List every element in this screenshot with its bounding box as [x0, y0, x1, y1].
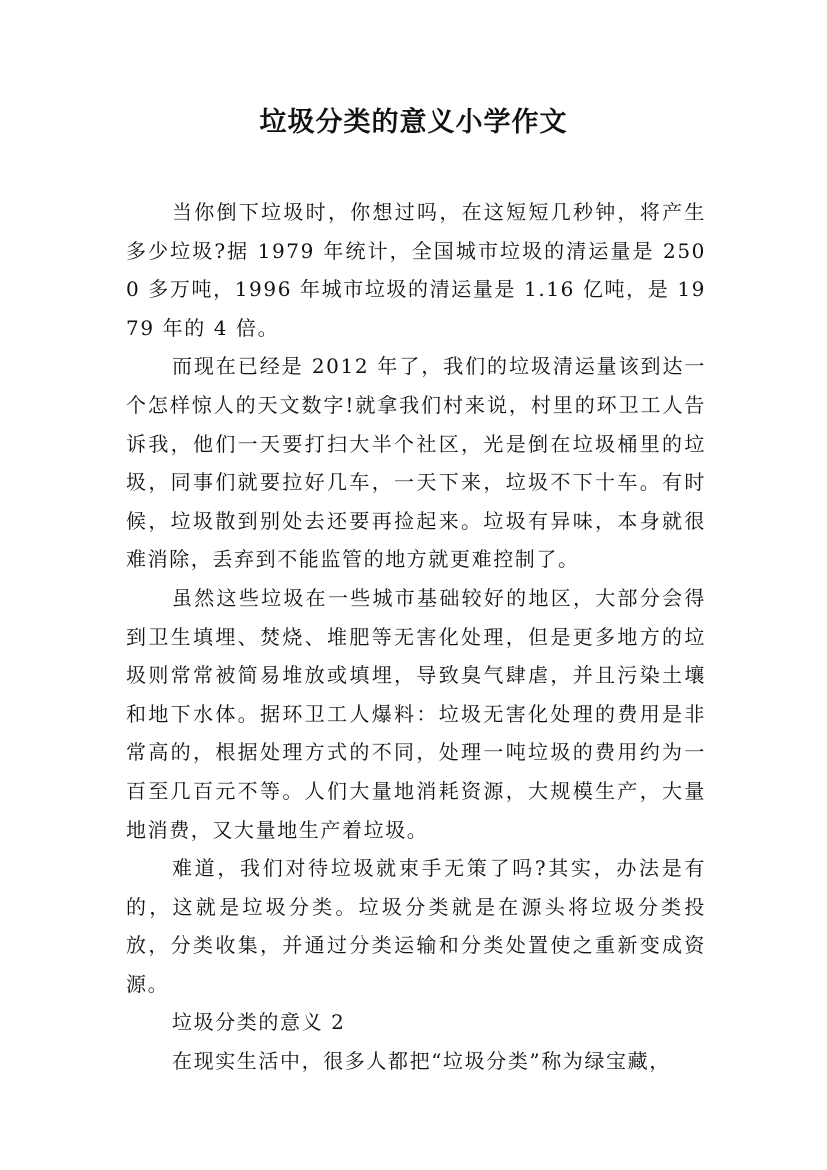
- paragraph-4: 难道，我们对待垃圾就束手无策了吗?其实，办法是有的，这就是垃圾分类。垃圾分类就是在源头将垃圾分类投放，分类收集，并通过分类运输和分类处置使之重新变成资源。: [126, 856, 706, 996]
- paragraph-1: 当你倒下垃圾时，你想过吗，在这短短几秒钟，将产生多少垃圾?据 1979 年统计，全国城市垃圾的清运量是 2500 多万吨，1996 年城市垃圾的清运量是 1.16 亿吨，是 1979 年的 4 倍。: [126, 200, 706, 340]
- paragraph-3: 虽然这些垃圾在一些城市基础较好的地区，大部分会得到卫生填埋、焚烧、堆肥等无害化处理，但是更多地方的垃圾则常常被简易堆放或填埋，导致臭气肆虐，并且污染土壤和地下水体。据环卫工人爆料：垃圾无害化处理的费用是非常高的，根据处理方式的不同，处理一吨垃圾的费用约为一百至几百元不等。人们大量地消耗资源，大规模生产，大量地消费，又大量地生产着垃圾。: [126, 585, 706, 842]
- paragraph-5: 在现实生活中，很多人都把“垃圾分类”称为绿宝藏，: [172, 1049, 671, 1074]
- document-body: [126, 193, 706, 1081]
- paragraph-2: 而现在已经是 2012 年了，我们的垃圾清运量该到达一个怎样惊人的天文数字!就拿我们村来说，村里的环卫工人告诉我，他们一天要打扫大半个社区，光是倒在垃圾桶里的垃圾，同事们就要拉好几车，一天下来，垃圾不下十车。有时候，垃圾散到别处去还要再捡起来。垃圾有异味，本身就很难消除，丢弃到不能监管的地方就更难控制了。: [126, 354, 706, 572]
- document-title: 垃圾分类的意义小学作文: [259, 107, 568, 138]
- section-heading: 垃圾分类的意义 2: [172, 1010, 346, 1035]
